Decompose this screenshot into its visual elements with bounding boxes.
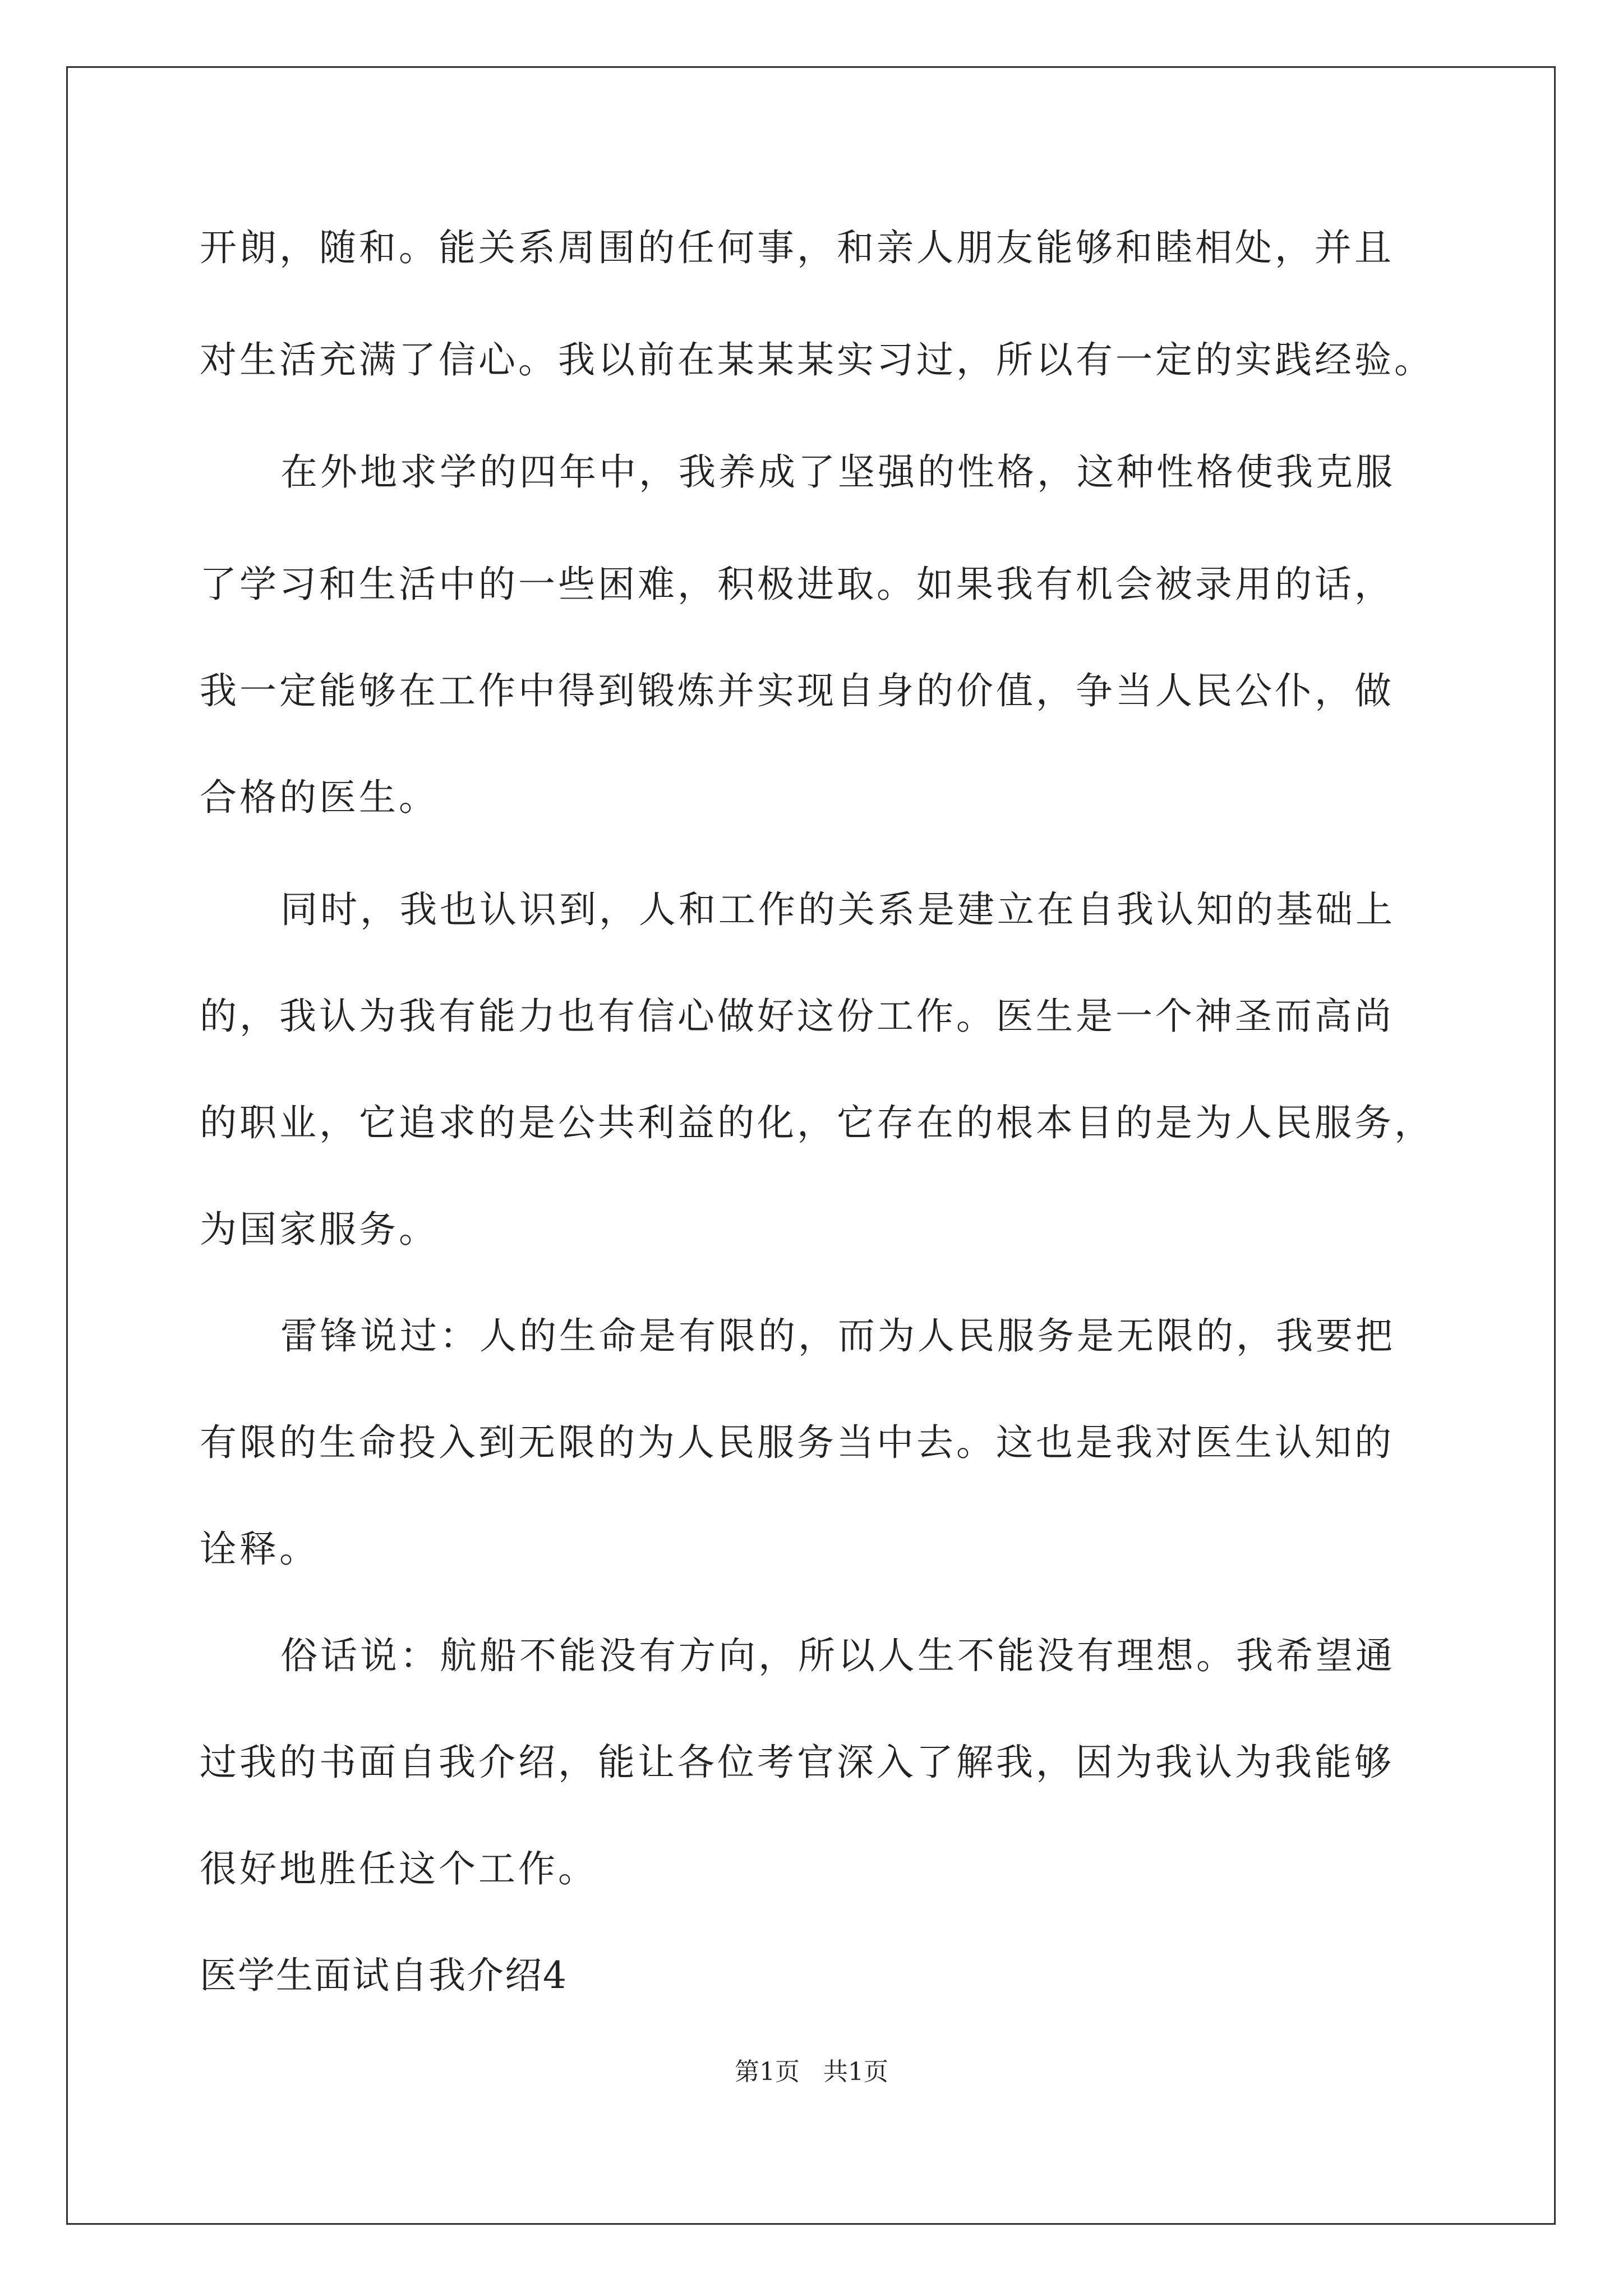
paragraph-2-line-2: 了学习和生活中的一些困难，积极进取。如果我有机会被录用的话， — [200, 563, 1394, 606]
paragraph-1-line-1: 开朗，随和。能关系周围的任何事，和亲人朋友能够和睦相处，并且 — [200, 226, 1394, 269]
paragraph-5-line-3: 很好地胜任这个工作。 — [200, 1847, 598, 1890]
paragraph-4-line-2: 有限的生命投入到无限的为人民服务当中去。这也是我对医生认知的 — [200, 1421, 1394, 1464]
paragraph-4-line-1: 雷锋说过：人的生命是有限的，而为人民服务是无限的，我要把 — [280, 1314, 1395, 1358]
paragraph-3-line-1: 同时，我也认识到，人和工作的关系是建立在自我认知的基础上 — [280, 888, 1395, 931]
page-border — [66, 66, 1556, 2225]
paragraph-3-line-4: 为国家服务。 — [200, 1208, 439, 1251]
paragraph-4-line-3: 诠释。 — [200, 1527, 319, 1571]
paragraph-5-line-2: 过我的书面自我介绍，能让各位考官深入了解我，因为我认为我能够 — [200, 1741, 1394, 1784]
section-heading: 医学生面试自我介绍4 — [200, 1954, 568, 1997]
paragraph-2-line-4: 合格的医生。 — [200, 776, 439, 819]
page-footer: 第1页 共1页 — [735, 2058, 888, 2086]
paragraph-5-line-1: 俗话说：航船不能没有方向，所以人生不能没有理想。我希望通 — [280, 1634, 1395, 1677]
paragraph-2-line-3: 我一定能够在工作中得到锻炼并实现自身的价值，争当人民公仆，做 — [200, 669, 1394, 712]
paragraph-2-line-1: 在外地求学的四年中，我养成了坚强的性格，这种性格使我克服 — [280, 450, 1395, 494]
paragraph-3-line-3: 的职业，它追求的是公共利益的化，它存在的根本目的是为人民服务， — [200, 1101, 1434, 1144]
paragraph-1-line-2: 对生活充满了信心。我以前在某某某实习过，所以有一定的实践经验。 — [200, 338, 1434, 381]
paragraph-3-line-2: 的，我认为我有能力也有信心做好这份工作。医生是一个神圣而高尚 — [200, 995, 1394, 1038]
